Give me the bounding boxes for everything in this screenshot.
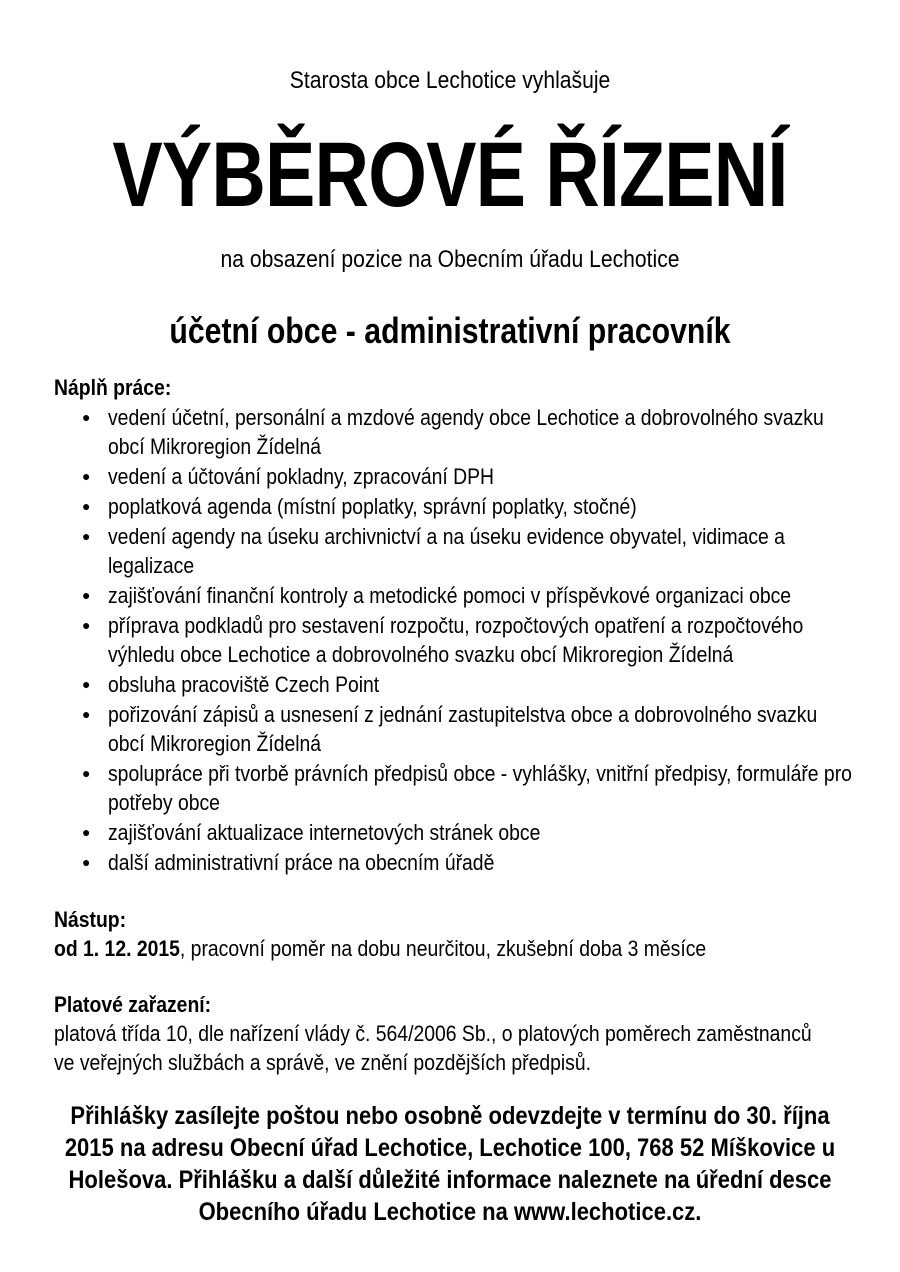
duty-text: vedení agendy na úseku archivnictví a na úseku evidence obyvatel, vidimace a legalizace xyxy=(108,524,785,578)
bullet-icon: ● xyxy=(82,676,91,692)
start-details: , pracovní poměr na dobu neurčitou, zkušební doba 3 měsíce xyxy=(179,936,707,961)
duties-section xyxy=(54,373,854,877)
bullet-icon: ● xyxy=(82,498,91,514)
closing-line-4: Obecního úřadu Lechotice na www.lechotice.cz. xyxy=(198,1198,702,1226)
duty-text: spolupráce při tvorbě právních předpisů obce - vyhlášky, vnitřní předpisy, formuláře pro potřeby obce xyxy=(108,761,852,815)
pay-line-2: ve veřejných službách a správě, ve znění pozdějších předpisů. xyxy=(54,1050,592,1075)
bullet-icon: ● xyxy=(82,409,91,425)
bullet-icon: ● xyxy=(82,528,91,544)
announcement-intro: Starosta obce Lechotice vyhlašuje xyxy=(289,67,611,94)
pay-label: Platové zařazení: xyxy=(54,992,212,1017)
closing-paragraph xyxy=(0,1100,900,1228)
list-item xyxy=(54,670,854,699)
duty-text: zajišťování finanční kontroly a metodické pomoci v příspěvkové organizaci obce xyxy=(108,583,792,608)
duties-label: Náplň práce: xyxy=(54,375,172,400)
bullet-icon: ● xyxy=(82,765,91,781)
list-item xyxy=(54,462,854,491)
closing-line-1: Přihlášky zasílejte poštou nebo osobně odevzdejte v termínu do 30. října xyxy=(70,1102,830,1130)
list-item xyxy=(54,581,854,610)
pay-line-1: platová třída 10, dle nařízení vlády č. 564/2006 Sb., o platových poměrech zaměstnanců xyxy=(54,1021,812,1046)
pay-section xyxy=(54,990,854,1077)
duty-text: další administrativní práce na obecním úřadě xyxy=(108,850,495,875)
list-item xyxy=(54,848,854,877)
list-item xyxy=(54,403,854,461)
bullet-icon: ● xyxy=(82,468,91,484)
duty-text: příprava podkladů pro sestavení rozpočtu, rozpočtových opatření a rozpočtového výhledu obce Lechotice a dobrovolného svazku obcí Mikroregion Žídelná xyxy=(108,613,804,667)
list-item xyxy=(54,700,854,758)
duty-text: vedení účetní, personální a mzdové agendy obce Lechotice a dobrovolného svazku obcí Mikroregion Žídelná xyxy=(108,405,824,459)
list-item xyxy=(54,818,854,847)
closing-line-2: 2015 na adresu Obecní úřad Lechotice, Lechotice 100, 768 52 Míškovice u xyxy=(64,1134,836,1162)
duty-text: poplatková agenda (místní poplatky, správní poplatky, stočné) xyxy=(108,494,637,519)
list-item xyxy=(54,522,854,580)
start-date: od 1. 12. 2015 xyxy=(54,936,180,961)
duty-text: pořizování zápisů a usnesení z jednání zastupitelstva obce a dobrovolného svazku obcí Mikroregion Žídelná xyxy=(108,702,818,756)
start-label: Nástup: xyxy=(54,907,127,932)
duty-text: obsluha pracoviště Czech Point xyxy=(108,672,380,697)
closing-line-3: Holešova. Přihlášku a další důležité informace naleznete na úřední desce xyxy=(68,1166,832,1194)
position-title: účetní obce - administrativní pracovník xyxy=(169,310,731,351)
announcement-subtitle: na obsazení pozice na Obecním úřadu Lechotice xyxy=(220,246,680,273)
list-item xyxy=(54,492,854,521)
list-item xyxy=(54,611,854,669)
bullet-icon: ● xyxy=(82,706,91,722)
duty-text: vedení a účtování pokladny, zpracování DPH xyxy=(108,464,494,489)
bullet-icon: ● xyxy=(82,854,91,870)
bullet-icon: ● xyxy=(82,617,91,633)
bullet-icon: ● xyxy=(82,824,91,840)
list-item xyxy=(54,759,854,817)
page-title: VÝBĚROVÉ ŘÍZENÍ xyxy=(112,124,788,226)
start-section xyxy=(54,905,854,963)
duties-list xyxy=(54,403,854,877)
duty-text: zajišťování aktualizace internetových stránek obce xyxy=(108,820,541,845)
start-line xyxy=(54,934,846,963)
bullet-icon: ● xyxy=(82,587,91,603)
